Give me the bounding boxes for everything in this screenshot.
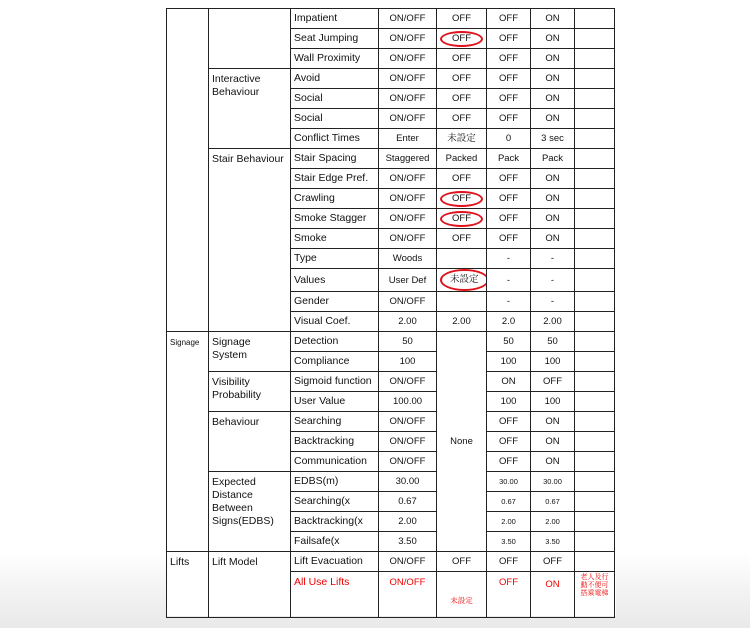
subgroup-cell: Visibility Probability — [209, 372, 291, 412]
note-cell — [575, 472, 615, 492]
value-cell: ON/OFF — [379, 109, 437, 129]
table-row — [167, 332, 615, 352]
note-cell — [575, 412, 615, 432]
note-cell — [575, 209, 615, 229]
group-cell: Signage — [167, 332, 209, 552]
subgroup-cell — [209, 9, 291, 69]
circled-annotation: OFF — [440, 211, 483, 227]
value-cell: ON — [531, 229, 575, 249]
param-cell: Smoke — [291, 229, 379, 249]
value-cell — [437, 269, 487, 292]
value-cell: OFF — [487, 209, 531, 229]
subgroup-cell: Behaviour — [209, 412, 291, 472]
param-cell: Compliance — [291, 352, 379, 372]
value-cell: 0 — [487, 129, 531, 149]
value-cell: Packed — [437, 149, 487, 169]
value-cell: OFF — [437, 109, 487, 129]
parameter-table — [166, 8, 615, 618]
value-cell: - — [531, 269, 575, 292]
value-cell: 未設定 — [437, 129, 487, 149]
value-cell: ON/OFF — [379, 49, 437, 69]
value-cell: OFF — [487, 89, 531, 109]
param-cell: Detection — [291, 332, 379, 352]
table-row — [167, 412, 615, 432]
value-cell: OFF — [437, 89, 487, 109]
note-cell — [575, 89, 615, 109]
value-cell: OFF — [531, 552, 575, 572]
value-cell: 50 — [531, 332, 575, 352]
param-cell: Visual Coef. — [291, 312, 379, 332]
note-cell: 老人及行動不便可搭乘電梯 — [575, 572, 615, 618]
note-cell — [575, 129, 615, 149]
value-cell: 3 sec — [531, 129, 575, 149]
value-cell: ON — [531, 69, 575, 89]
note-cell — [575, 189, 615, 209]
value-cell: 100 — [531, 392, 575, 412]
note-cell — [575, 432, 615, 452]
value-cell: OFF — [487, 189, 531, 209]
value-cell: 30.00 — [487, 472, 531, 492]
value-cell: ON — [531, 29, 575, 49]
param-cell: Sigmoid function — [291, 372, 379, 392]
value-cell: ON/OFF — [379, 412, 437, 432]
table-row — [167, 9, 615, 29]
value-cell: 100 — [379, 352, 437, 372]
value-cell: 2.00 — [531, 312, 575, 332]
value-cell — [437, 209, 487, 229]
value-cell: ON/OFF — [379, 552, 437, 572]
value-cell: 0.67 — [531, 492, 575, 512]
param-cell: Wall Proximity — [291, 49, 379, 69]
value-cell: Woods — [379, 249, 437, 269]
value-cell: ON — [487, 372, 531, 392]
param-cell: Values — [291, 269, 379, 292]
value-cell: ON — [531, 412, 575, 432]
value-cell: ON/OFF — [379, 69, 437, 89]
param-cell: Impatient — [291, 9, 379, 29]
note-cell — [575, 229, 615, 249]
param-cell: Backtracking — [291, 432, 379, 452]
value-cell: 未設定 — [437, 572, 487, 618]
value-cell: ON/OFF — [379, 89, 437, 109]
table-row — [167, 69, 615, 89]
merged-value-cell: None — [437, 332, 487, 552]
value-cell: 30.00 — [379, 472, 437, 492]
value-cell: ON/OFF — [379, 229, 437, 249]
value-cell: 0.67 — [379, 492, 437, 512]
note-cell — [575, 352, 615, 372]
param-cell: User Value — [291, 392, 379, 412]
param-cell: Stair Spacing — [291, 149, 379, 169]
value-cell: OFF — [437, 229, 487, 249]
note-cell — [575, 512, 615, 532]
table-row — [167, 552, 615, 572]
note-cell — [575, 532, 615, 552]
value-cell: 50 — [379, 332, 437, 352]
value-cell: ON — [531, 209, 575, 229]
param-cell: Backtracking(x — [291, 512, 379, 532]
note-cell — [575, 372, 615, 392]
value-cell: 50 — [487, 332, 531, 352]
value-cell: OFF — [487, 29, 531, 49]
value-cell: ON/OFF — [379, 572, 437, 618]
group-cell: Lifts — [167, 552, 209, 618]
value-cell: OFF — [487, 432, 531, 452]
note-cell — [575, 312, 615, 332]
value-cell: OFF — [487, 49, 531, 69]
param-cell: Avoid — [291, 69, 379, 89]
value-cell: 30.00 — [531, 472, 575, 492]
value-cell: Staggered — [379, 149, 437, 169]
value-cell: ON — [531, 169, 575, 189]
value-cell: OFF — [487, 109, 531, 129]
value-cell: 2.00 — [531, 512, 575, 532]
value-cell: ON/OFF — [379, 189, 437, 209]
value-cell: OFF — [487, 572, 531, 618]
value-cell: - — [487, 269, 531, 292]
note-cell — [575, 69, 615, 89]
value-cell: ON/OFF — [379, 432, 437, 452]
value-cell: ON — [531, 49, 575, 69]
param-cell: Smoke Stagger — [291, 209, 379, 229]
value-cell: User Def — [379, 269, 437, 292]
circled-annotation: 未設定 — [440, 269, 487, 291]
value-cell: ON — [531, 189, 575, 209]
value-cell: OFF — [487, 552, 531, 572]
value-cell: OFF — [487, 169, 531, 189]
value-cell: - — [487, 292, 531, 312]
subgroup-cell: Stair Behaviour — [209, 149, 291, 332]
param-cell: Lift Evacuation — [291, 552, 379, 572]
note-cell — [575, 109, 615, 129]
note-cell — [575, 149, 615, 169]
note-cell — [575, 552, 615, 572]
value-cell: ON — [531, 572, 575, 618]
value-cell: 100 — [487, 352, 531, 372]
value-cell — [437, 29, 487, 49]
document-page — [166, 8, 616, 616]
note-cell — [575, 49, 615, 69]
param-cell: Type — [291, 249, 379, 269]
value-cell — [437, 249, 487, 269]
value-cell: OFF — [487, 229, 531, 249]
value-cell: - — [487, 249, 531, 269]
value-cell: Enter — [379, 129, 437, 149]
subgroup-cell: Interactive Behaviour — [209, 69, 291, 149]
value-cell: 2.00 — [379, 312, 437, 332]
value-cell — [437, 189, 487, 209]
value-cell: - — [531, 292, 575, 312]
value-cell: OFF — [531, 372, 575, 392]
value-cell — [437, 292, 487, 312]
note-cell — [575, 392, 615, 412]
value-cell: OFF — [487, 69, 531, 89]
circled-annotation: OFF — [440, 191, 483, 207]
param-cell: Stair Edge Pref. — [291, 169, 379, 189]
note-cell — [575, 269, 615, 292]
param-cell: Crawling — [291, 189, 379, 209]
param-cell: Social — [291, 89, 379, 109]
value-cell: 2.00 — [437, 312, 487, 332]
value-cell: OFF — [437, 169, 487, 189]
value-cell: 2.00 — [379, 512, 437, 532]
value-cell: ON/OFF — [379, 452, 437, 472]
value-cell: ON/OFF — [379, 209, 437, 229]
value-cell: OFF — [437, 49, 487, 69]
note-cell — [575, 292, 615, 312]
value-cell: OFF — [487, 452, 531, 472]
param-cell: Gender — [291, 292, 379, 312]
value-cell: 3.50 — [531, 532, 575, 552]
note-cell — [575, 332, 615, 352]
param-cell: Searching(x — [291, 492, 379, 512]
value-cell: 2.0 — [487, 312, 531, 332]
param-cell: All Use Lifts — [291, 572, 379, 618]
value-cell: OFF — [437, 9, 487, 29]
value-cell: ON/OFF — [379, 292, 437, 312]
value-cell: ON — [531, 432, 575, 452]
value-cell: 100 — [531, 352, 575, 372]
value-cell: Pack — [531, 149, 575, 169]
note-cell — [575, 169, 615, 189]
param-cell: EDBS(m) — [291, 472, 379, 492]
subgroup-cell: Lift Model — [209, 552, 291, 618]
value-cell: ON/OFF — [379, 9, 437, 29]
value-cell: OFF — [437, 552, 487, 572]
value-cell: OFF — [437, 69, 487, 89]
param-cell: Failsafe(x — [291, 532, 379, 552]
value-cell: OFF — [487, 412, 531, 432]
value-cell: ON/OFF — [379, 29, 437, 49]
value-cell: - — [531, 249, 575, 269]
value-cell: 3.50 — [487, 532, 531, 552]
param-cell: Communication — [291, 452, 379, 472]
note-cell — [575, 9, 615, 29]
value-cell: 100 — [487, 392, 531, 412]
value-cell: ON — [531, 89, 575, 109]
value-cell: OFF — [487, 9, 531, 29]
note-cell — [575, 29, 615, 49]
subgroup-cell: Expected Distance Between Signs(EDBS) — [209, 472, 291, 552]
param-cell: Social — [291, 109, 379, 129]
value-cell: Pack — [487, 149, 531, 169]
value-cell: ON — [531, 109, 575, 129]
value-cell: ON — [531, 9, 575, 29]
param-cell: Searching — [291, 412, 379, 432]
value-cell: 0.67 — [487, 492, 531, 512]
note-cell — [575, 249, 615, 269]
param-cell: Conflict Times — [291, 129, 379, 149]
value-cell: 3.50 — [379, 532, 437, 552]
param-cell: Seat Jumping — [291, 29, 379, 49]
value-cell: ON/OFF — [379, 372, 437, 392]
table-row — [167, 472, 615, 492]
subgroup-cell: Signage System — [209, 332, 291, 372]
note-cell — [575, 452, 615, 472]
circled-annotation: OFF — [440, 31, 483, 47]
table-row — [167, 372, 615, 392]
table-row — [167, 149, 615, 169]
note-cell — [575, 492, 615, 512]
group-cell — [167, 9, 209, 332]
value-cell: ON — [531, 452, 575, 472]
value-cell: 100.00 — [379, 392, 437, 412]
value-cell: ON/OFF — [379, 169, 437, 189]
value-cell: 2.00 — [487, 512, 531, 532]
